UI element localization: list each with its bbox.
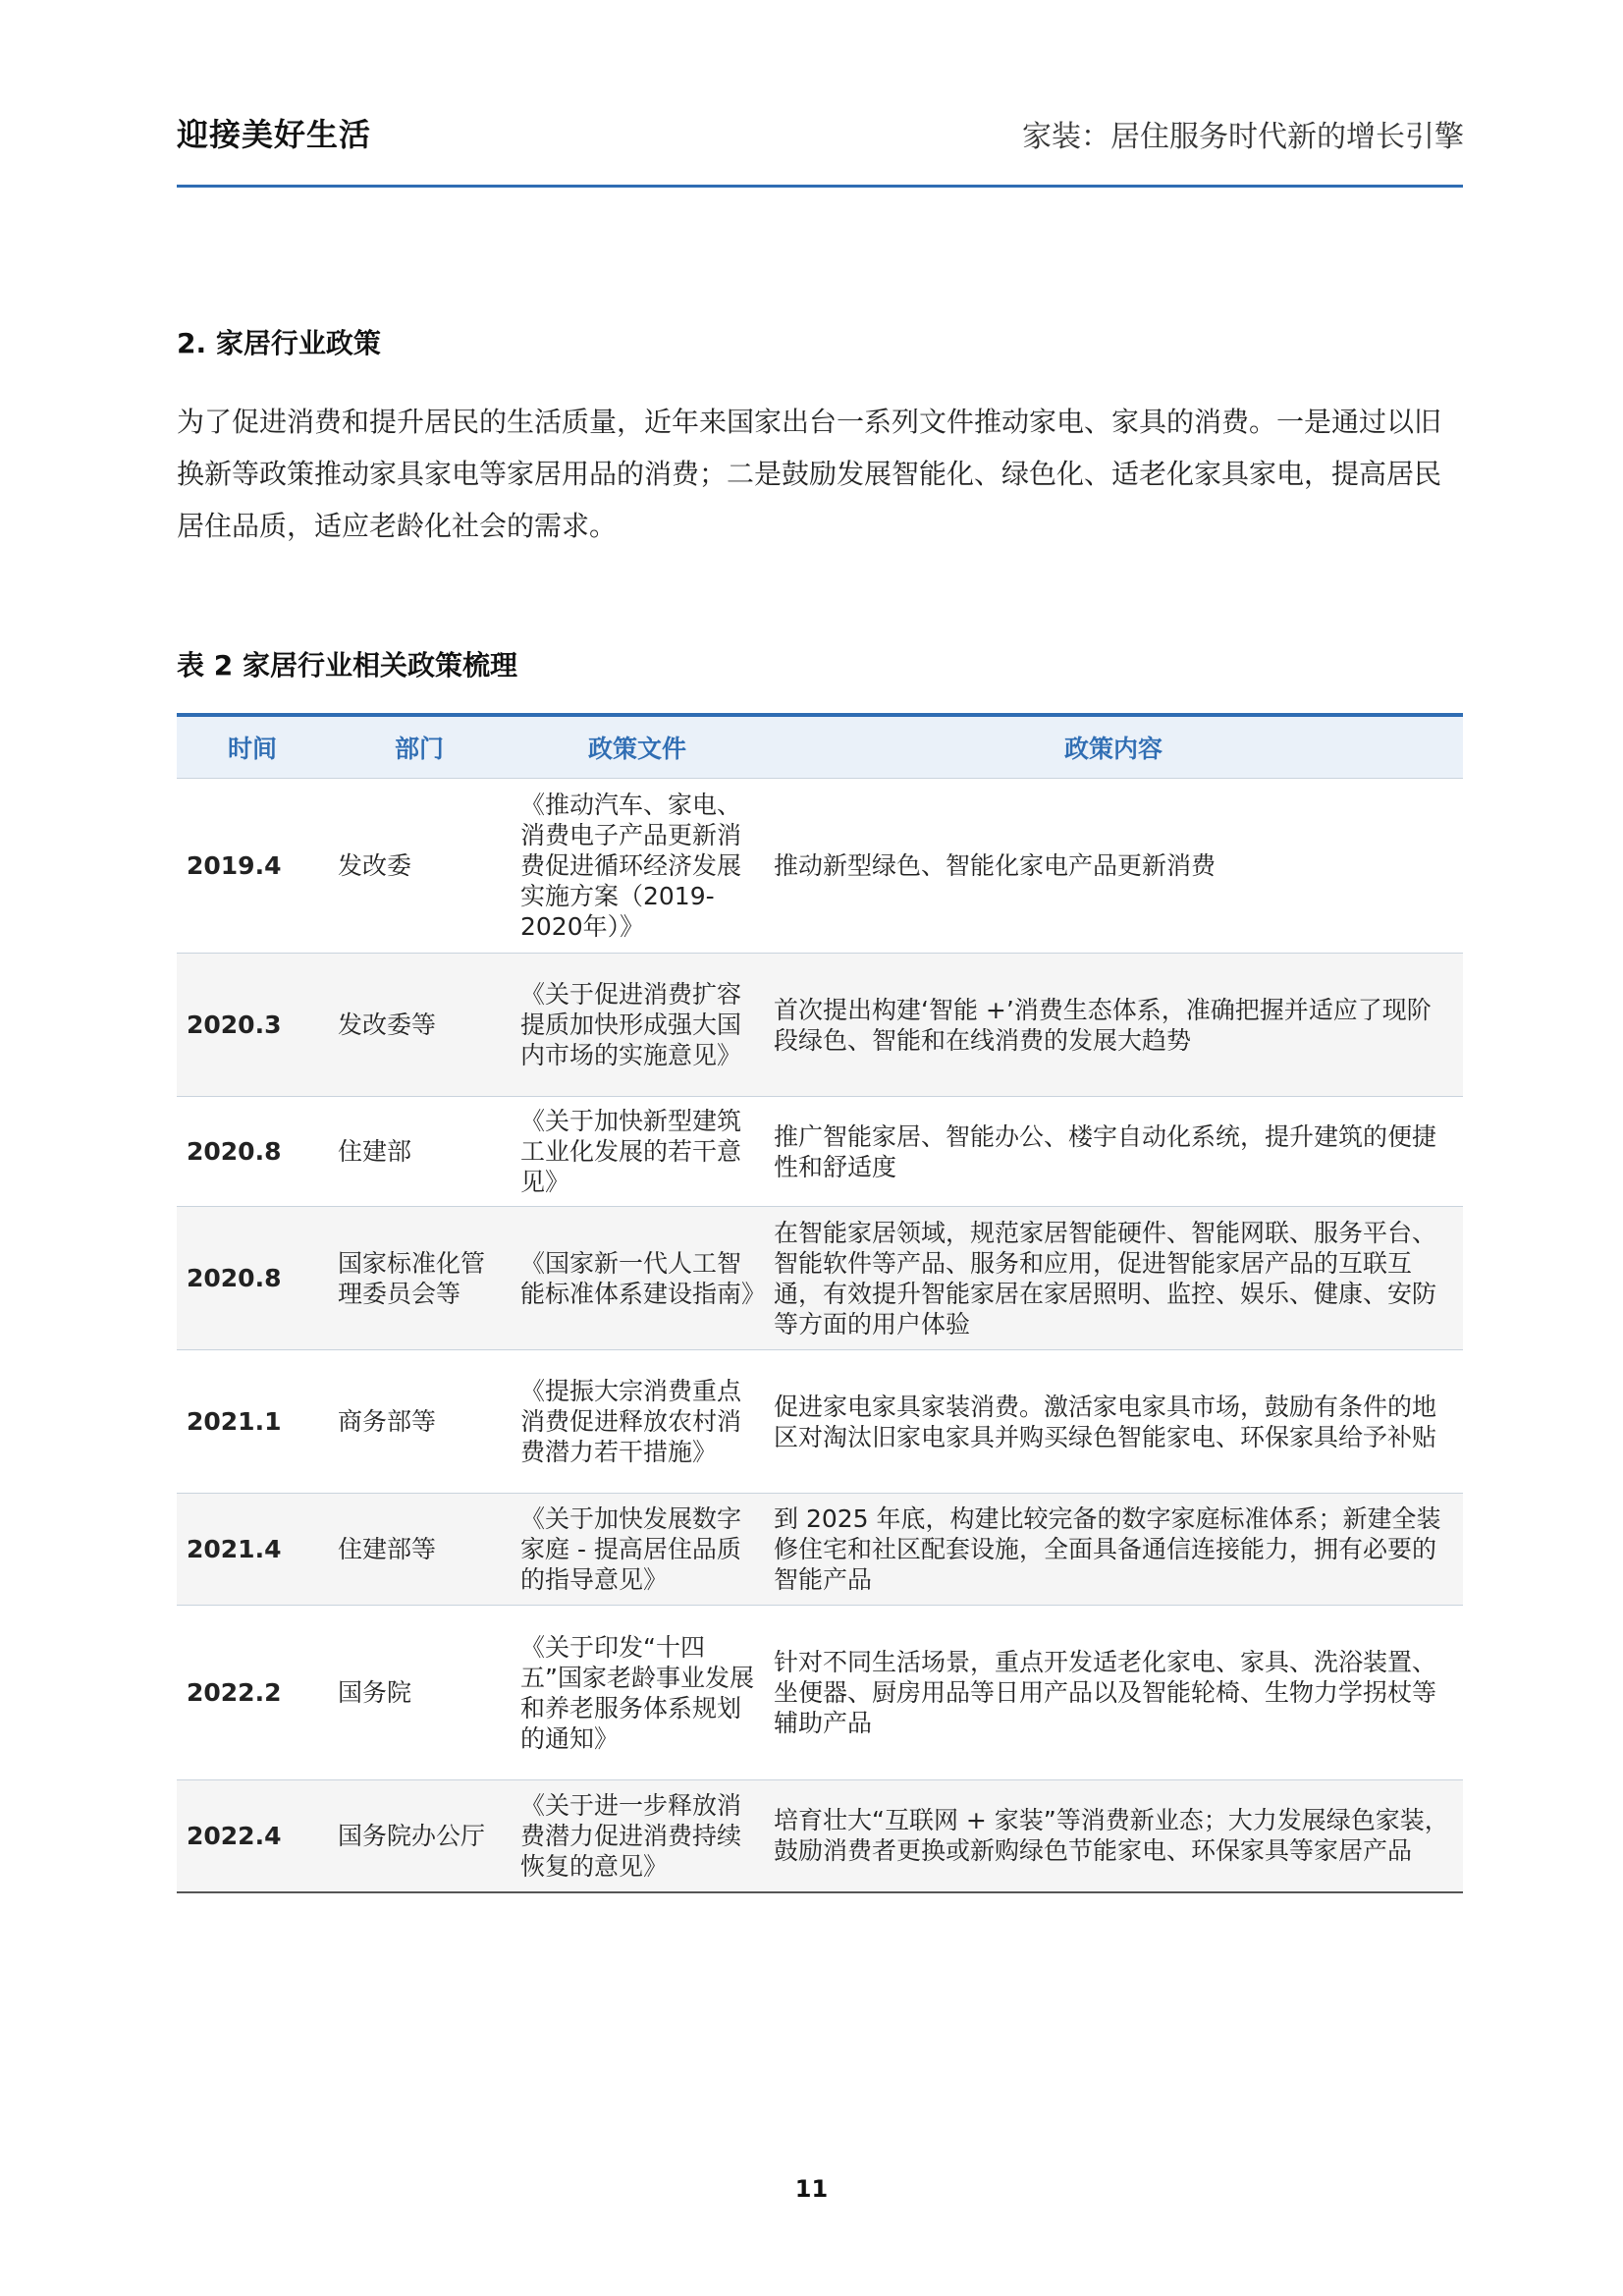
cell-time: 2019.4: [177, 779, 328, 954]
cell-policy-document: 《国家新一代人工智能标准体系建设指南》: [511, 1207, 764, 1350]
cell-department: 国务院: [328, 1606, 511, 1780]
cell-policy-content: 在智能家居领域，规范家居智能硬件、智能网联、服务平台、智能软件等产品、服务和应用，促进智能家居产品的互联互通，有效提升智能家居在家居照明、监控、娱乐、健康、安防等方面的用户体验: [764, 1207, 1463, 1350]
cell-department: 发改委: [328, 779, 511, 954]
cell-time: 2020.8: [177, 1097, 328, 1207]
table-row: [177, 779, 1463, 954]
cell-time: 2021.1: [177, 1350, 328, 1494]
column-header-policy-content: 政策内容: [764, 715, 1463, 779]
column-header-time: 时间: [177, 715, 328, 779]
section-title: 2. 家居行业政策: [177, 327, 381, 359]
table-row: [177, 1350, 1463, 1494]
table-caption: 表 2 家居行业相关政策梳理: [177, 649, 517, 682]
cell-policy-document: 《推动汽车、家电、消费电子产品更新消费促进循环经济发展实施方案（2019-2020年）》: [511, 779, 764, 954]
cell-policy-document: 《关于加快发展数字家庭 - 提高居住品质的指导意见》: [511, 1494, 764, 1606]
cell-policy-document: 《关于进一步释放消费潜力促进消费持续恢复的意见》: [511, 1780, 764, 1892]
table-header-row: [177, 715, 1463, 779]
header-divider: [177, 185, 1463, 188]
report-title: 家装：居住服务时代新的增长引擎: [1022, 120, 1464, 154]
table-row: [177, 1494, 1463, 1606]
body-paragraph: 为了促进消费和提升居民的生活质量，近年来国家出台一系列文件推动家电、家具的消费。一是通过以旧换新等政策推动家具家电等家居用品的消费；二是鼓励发展智能化、绿色化、适老化家具家电，提高居民居住品质，适应老龄化社会的需求。: [177, 406, 1442, 542]
page-number: 11: [794, 2175, 829, 2203]
cell-policy-content: 推广智能家居、智能办公、楼宇自动化系统，提升建筑的便捷性和舒适度: [764, 1097, 1463, 1207]
cell-department: 国家标准化管理委员会等: [328, 1207, 511, 1350]
cell-time: 2020.8: [177, 1207, 328, 1350]
table-row: [177, 1207, 1463, 1350]
column-header-department: 部门: [328, 715, 511, 779]
cell-policy-content: 针对不同生活场景，重点开发适老化家电、家具、洗浴装置、坐便器、厨房用品等日用产品以及智能轮椅、生物力学拐杖等辅助产品: [764, 1606, 1463, 1780]
cell-policy-content: 培育壮大“互联网 + 家装”等消费新业态；大力发展绿色家装，鼓励消费者更换或新购绿色节能家电、环保家具等家居产品: [764, 1780, 1463, 1892]
column-header-policy-document: 政策文件: [511, 715, 764, 779]
cell-time: 2020.3: [177, 954, 328, 1097]
cell-policy-document: 《关于印发“十四五”国家老龄事业发展和养老服务体系规划的通知》: [511, 1606, 764, 1780]
table-row: [177, 954, 1463, 1097]
cell-department: 发改委等: [328, 954, 511, 1097]
cell-policy-content: 促进家电家具家装消费。激活家电家具市场，鼓励有条件的地区对淘汰旧家电家具并购买绿色智能家电、环保家具给予补贴: [764, 1350, 1463, 1494]
cell-policy-document: 《关于加快新型建筑工业化发展的若干意见》: [511, 1097, 764, 1207]
table-row: [177, 1780, 1463, 1892]
cell-policy-document: 《提振大宗消费重点消费促进释放农村消费潜力若干措施》: [511, 1350, 764, 1494]
cell-policy-content: 推动新型绿色、智能化家电产品更新消费: [764, 779, 1463, 954]
cell-policy-content: 到 2025 年底，构建比较完备的数字家庭标准体系；新建全装修住宅和社区配套设施，全面具备通信连接能力，拥有必要的智能产品: [764, 1494, 1463, 1606]
policy-table: [177, 713, 1463, 1893]
cell-department: 商务部等: [328, 1350, 511, 1494]
cell-time: 2022.2: [177, 1606, 328, 1780]
cell-policy-content: 首次提出构建‘智能 +’消费生态体系，准确把握并适应了现阶段绿色、智能和在线消费的发展大趋势: [764, 954, 1463, 1097]
cell-policy-document: 《关于促进消费扩容提质加快形成强大国内市场的实施意见》: [511, 954, 764, 1097]
table-row: [177, 1606, 1463, 1780]
cell-time: 2022.4: [177, 1780, 328, 1892]
cell-department: 住建部等: [328, 1494, 511, 1606]
cell-department: 国务院办公厅: [328, 1780, 511, 1892]
cell-time: 2021.4: [177, 1494, 328, 1606]
cell-department: 住建部: [328, 1097, 511, 1207]
table-row: [177, 1097, 1463, 1207]
brand-title: 迎接美好生活: [177, 116, 372, 153]
